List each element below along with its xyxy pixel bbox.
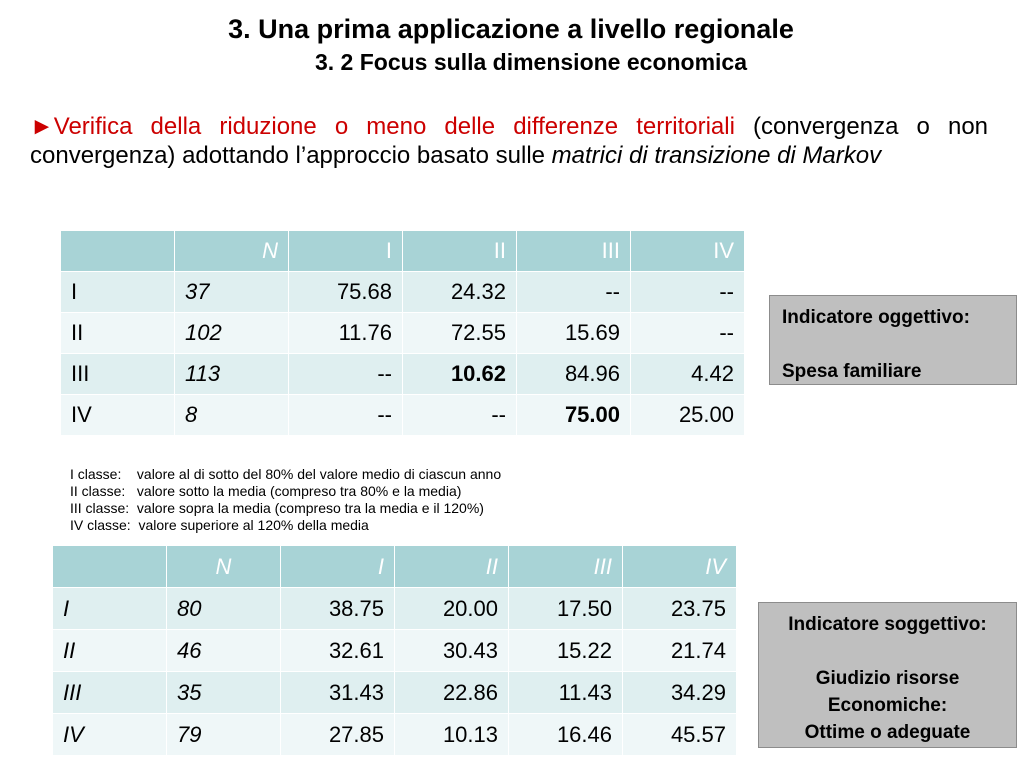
table-row bbox=[53, 588, 737, 630]
transition-matrix-objective bbox=[60, 230, 745, 436]
row-label: III bbox=[53, 672, 167, 714]
cell: 11.43 bbox=[509, 672, 623, 714]
objective-indicator-box bbox=[769, 295, 1017, 385]
row-label: II bbox=[53, 630, 167, 672]
cell: 72.55 bbox=[403, 313, 517, 354]
cell: -- bbox=[403, 395, 517, 436]
row-label: III bbox=[61, 354, 175, 395]
row-count: 79 bbox=[167, 714, 281, 756]
cell: 45.57 bbox=[623, 714, 737, 756]
box-text: Giudizio risorse bbox=[815, 668, 960, 689]
table-row bbox=[61, 395, 745, 436]
table-header-row bbox=[53, 546, 737, 588]
subjective-indicator-box bbox=[758, 602, 1017, 748]
slide-title-block bbox=[0, 14, 1024, 76]
slide-subtitle: 3. 2 Focus sulla dimensione economica bbox=[314, 49, 748, 75]
header-cell bbox=[61, 231, 175, 272]
cell: 31.43 bbox=[281, 672, 395, 714]
header-cell: IV bbox=[631, 231, 745, 272]
cell: 25.00 bbox=[631, 395, 745, 436]
cell: 15.22 bbox=[509, 630, 623, 672]
header-cell bbox=[53, 546, 167, 588]
cell: 32.61 bbox=[281, 630, 395, 672]
cell: 4.42 bbox=[631, 354, 745, 395]
cell: 21.74 bbox=[623, 630, 737, 672]
legend-item: III classe: valore sopra la media (compreso tra la media e il 120%) bbox=[70, 500, 484, 516]
cell: 75.68 bbox=[289, 272, 403, 313]
intro-paragraph bbox=[30, 112, 988, 170]
header-cell: I bbox=[289, 231, 403, 272]
cell: 15.69 bbox=[517, 313, 631, 354]
row-label: I bbox=[61, 272, 175, 313]
row-label: I bbox=[53, 588, 167, 630]
header-cell: II bbox=[395, 546, 509, 588]
cell: 84.96 bbox=[517, 354, 631, 395]
cell: -- bbox=[631, 313, 745, 354]
header-cell: III bbox=[509, 546, 623, 588]
table-header-row bbox=[61, 231, 745, 272]
cell: 17.50 bbox=[509, 588, 623, 630]
row-count: 80 bbox=[167, 588, 281, 630]
table-row bbox=[61, 354, 745, 395]
cell: -- bbox=[631, 272, 745, 313]
box-text: Spesa familiare bbox=[782, 361, 922, 382]
intro-highlight: Verifica della riduzione o meno delle differenze territoriali bbox=[53, 113, 735, 140]
cell: 16.46 bbox=[509, 714, 623, 756]
cell-highlight: 75.00 bbox=[517, 395, 631, 436]
row-count: 46 bbox=[167, 630, 281, 672]
table-row bbox=[61, 313, 745, 354]
row-count: 113 bbox=[175, 354, 289, 395]
legend-item: I classe: valore al di sotto del 80% del valore medio di ciascun anno bbox=[70, 466, 502, 482]
header-cell: N bbox=[167, 546, 281, 588]
intro-italic: matrici di transizione di Markov bbox=[551, 142, 882, 169]
header-cell: I bbox=[281, 546, 395, 588]
table-row bbox=[53, 672, 737, 714]
row-label: IV bbox=[53, 714, 167, 756]
header-cell: III bbox=[517, 231, 631, 272]
cell: -- bbox=[289, 395, 403, 436]
legend-item: II classe: valore sotto la media (compreso tra 80% e la media) bbox=[70, 483, 462, 499]
cell: 27.85 bbox=[281, 714, 395, 756]
cell-highlight: 10.62 bbox=[403, 354, 517, 395]
legend-item: IV classe: valore superiore al 120% della media bbox=[70, 517, 369, 533]
row-count: 37 bbox=[175, 272, 289, 313]
cell: 23.75 bbox=[623, 588, 737, 630]
cell: 30.43 bbox=[395, 630, 509, 672]
box-text: Ottime o adeguate bbox=[804, 722, 971, 743]
row-label: II bbox=[61, 313, 175, 354]
header-cell: IV bbox=[623, 546, 737, 588]
slide-title: 3. Una prima applicazione a livello regionale bbox=[228, 14, 794, 44]
class-legend bbox=[70, 466, 501, 534]
transition-matrix-subjective bbox=[52, 545, 737, 756]
cell: 24.32 bbox=[403, 272, 517, 313]
header-cell: II bbox=[403, 231, 517, 272]
row-count: 8 bbox=[175, 395, 289, 436]
cell: 38.75 bbox=[281, 588, 395, 630]
cell: 11.76 bbox=[289, 313, 403, 354]
cell: 34.29 bbox=[623, 672, 737, 714]
box-text: Economiche: bbox=[827, 695, 948, 716]
row-count: 35 bbox=[167, 672, 281, 714]
cell: 20.00 bbox=[395, 588, 509, 630]
intro-text: (convergenza o non convergenza) adottando l’approccio basato sulle bbox=[30, 113, 989, 169]
bullet-arrow-icon: ► bbox=[30, 113, 54, 140]
row-count: 102 bbox=[175, 313, 289, 354]
header-cell: N bbox=[175, 231, 289, 272]
row-label: IV bbox=[61, 395, 175, 436]
table-row bbox=[53, 714, 737, 756]
cell: -- bbox=[289, 354, 403, 395]
box-heading: Indicatore soggettivo: bbox=[788, 614, 987, 635]
cell: -- bbox=[517, 272, 631, 313]
table-row bbox=[61, 272, 745, 313]
cell: 10.13 bbox=[395, 714, 509, 756]
table-row bbox=[53, 630, 737, 672]
box-heading: Indicatore oggettivo: bbox=[782, 307, 970, 328]
cell: 22.86 bbox=[395, 672, 509, 714]
